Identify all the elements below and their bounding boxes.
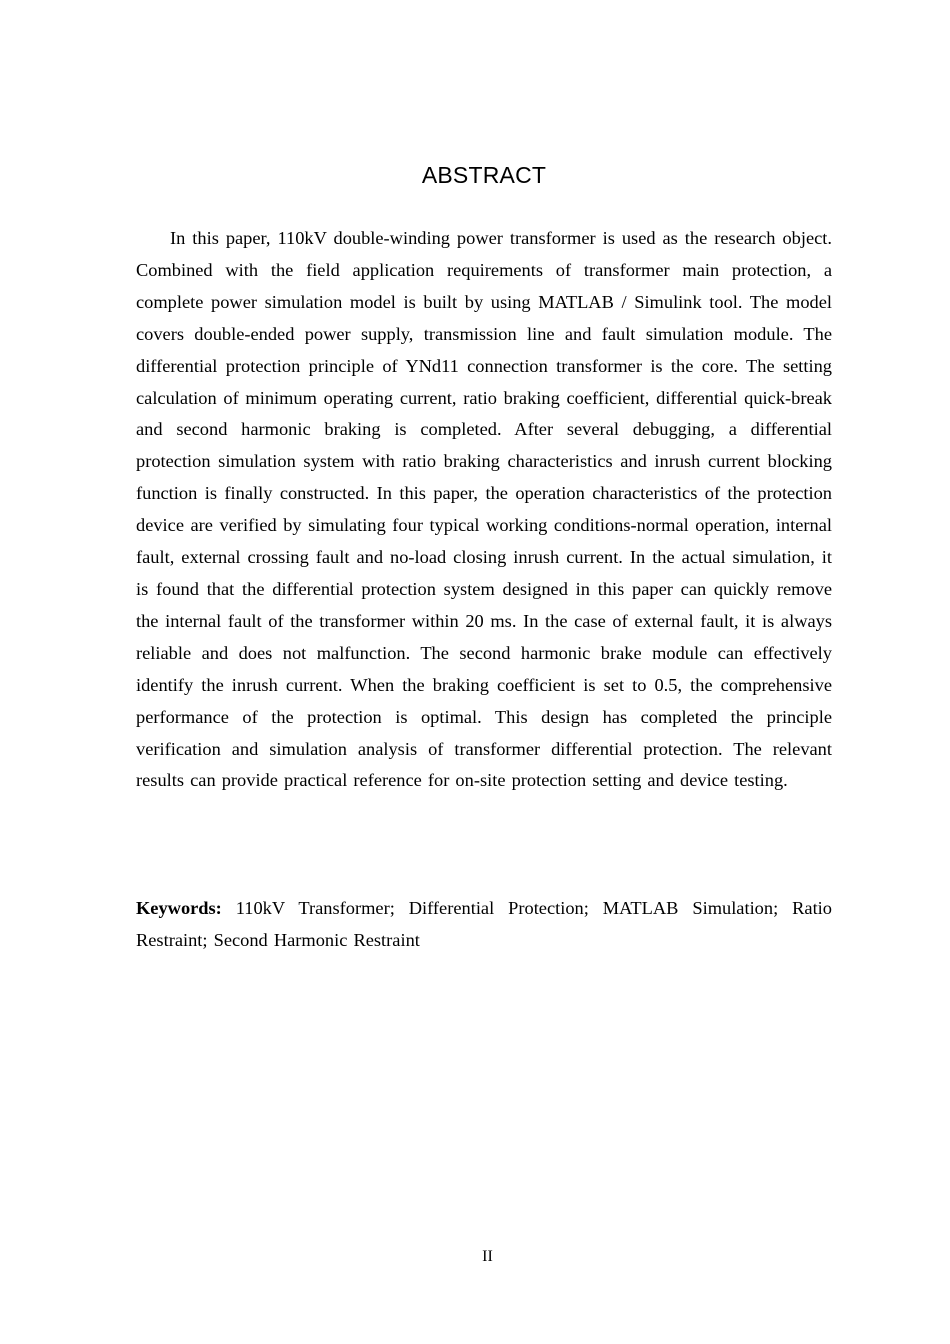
keywords-paragraph xyxy=(136,893,832,957)
keywords-label: Keywords: xyxy=(136,898,222,918)
abstract-title: ABSTRACT xyxy=(421,162,547,188)
abstract-body: In this paper, 110kV double-winding power transformer is used as the research object. Combined with the field application requirements of transformer main protection, a complete power simulation model is built by using MATLAB / Simulink tool. The model covers double-ended power supply, transmission line and fault simulation module. The differential protection principle of YNd11 connection transformer is the core. The setting calculation of minimum operating current, ratio braking coefficient, differential quick-break and second harmonic braking is completed. After several debugging, a differential protection simulation system with ratio braking characteristics and inrush current blocking function is finally constructed. In this paper, the operation characteristics of the protection device are verified by simulating four typical working conditions-normal operation, internal fault, external crossing fault and no-load closing inrush current. In the actual simulation, it is found that the differential protection system designed in this paper can quickly remove the internal fault of the transformer within 20 ms. In the case of external fault, it is always reliable and does not malfunction. The second harmonic brake module can effectively identify the inrush current. When the braking coefficient is set to 0.5, the comprehensive performance of the protection is optimal. This design has completed the principle verification and simulation analysis of transformer differential protection. The relevant results can provide practical reference for on-site protection setting and device testing. xyxy=(136,228,832,791)
page-number: II xyxy=(482,1248,493,1265)
keywords-text: 110kV Transformer; Differential Protection; MATLAB Simulation; Ratio Restraint; Second Harmonic Restraint xyxy=(136,898,832,950)
